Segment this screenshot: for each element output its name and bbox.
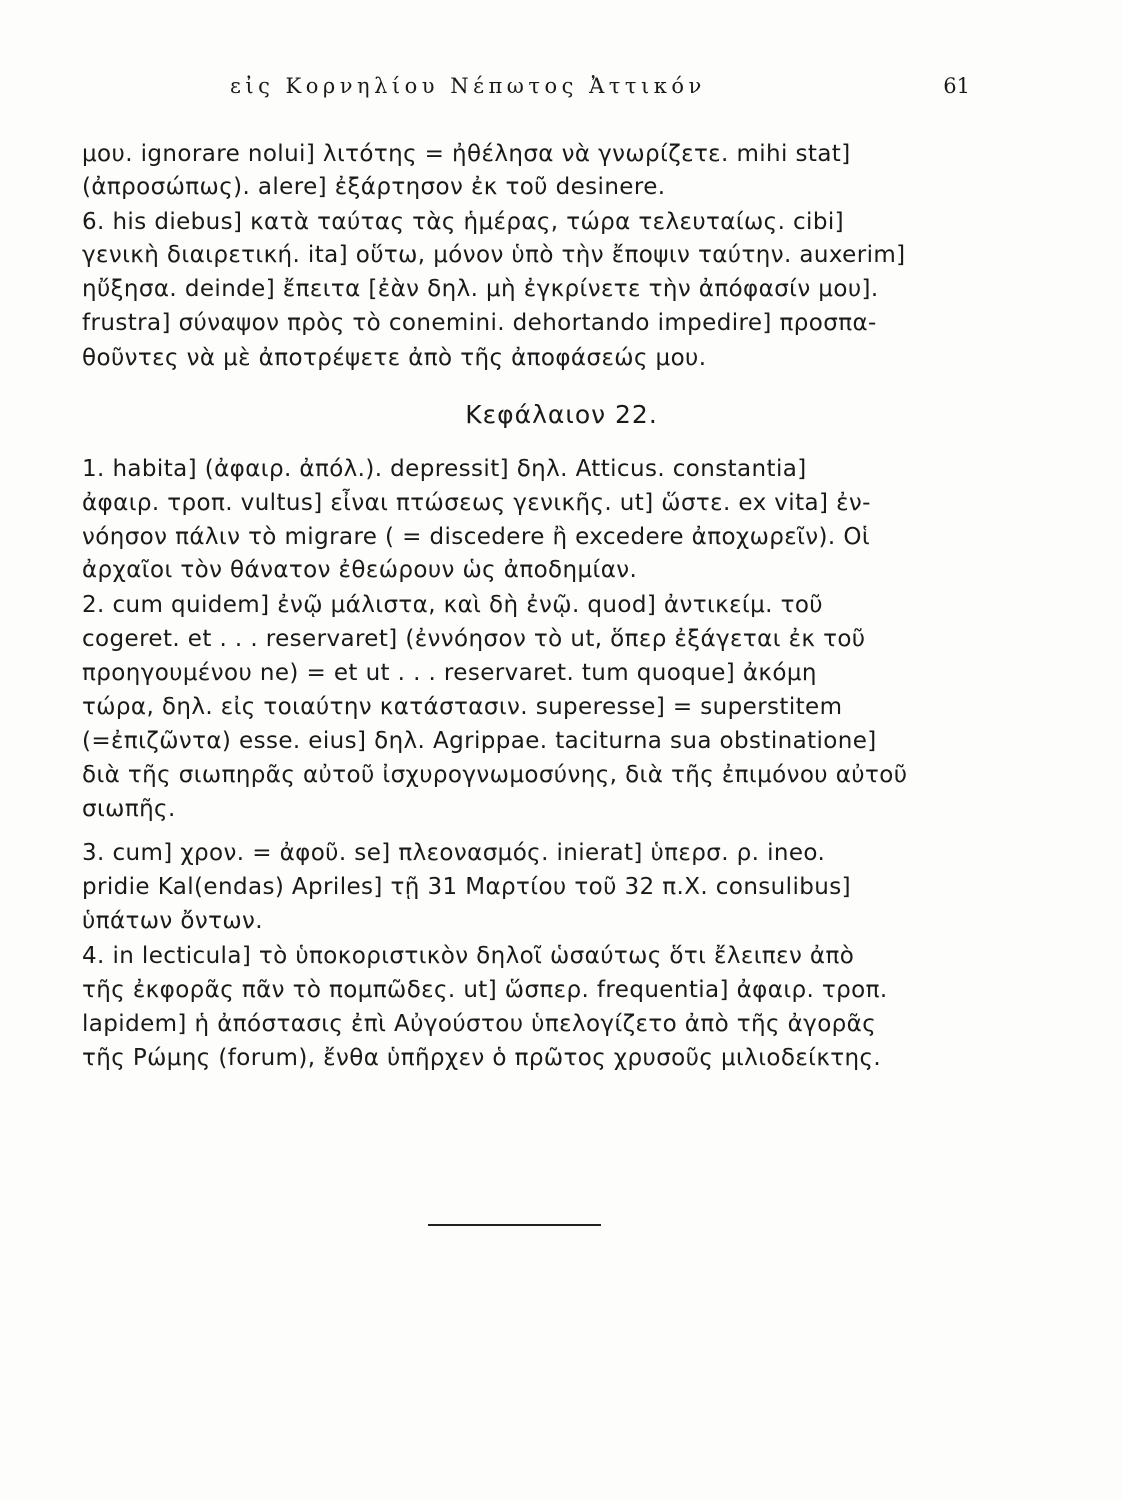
text-line: προηγουμένου ne) = et ut . . . reservaret. tum quoque] ἀκόμη bbox=[82, 660, 817, 686]
text-line: 3. cum] χρον. = ἀφοῦ. se] πλεονασμός. inierat] ὑπερσ. ρ. ineo. bbox=[82, 840, 826, 866]
text-line: μου. ignorare nolui] λιτότης = ἠθέλησα νὰ γνωρίζετε. mihi stat] bbox=[82, 141, 851, 167]
text-line: ὑπάτων ὄντων. bbox=[82, 908, 263, 934]
text-line: 6. his diebus] κατὰ ταύτας τὰς ἡμέρας, τώρα τελευταίως. cibi] bbox=[82, 209, 844, 235]
text-line: ἀφαιρ. τροπ. vultus] εἶναι πτώσεως γενικῆς. ut] ὥστε. ex vita] ἐν- bbox=[82, 490, 871, 516]
text-line: τῆς ἐκφορᾶς πᾶν τὸ πομπῶδες. ut] ὥσπερ. frequentia] ἀφαιρ. τροπ. bbox=[82, 977, 888, 1003]
text-line: pridie Kal(endas) Apriles] τῇ 31 Μαρτίου τοῦ 32 π.Χ. consulibus] bbox=[82, 874, 851, 900]
text-line: διὰ τῆς σιωπηρᾶς αὐτοῦ ἰσχυρογνωμοσύνης, διὰ τῆς ἐπιμόνου αὐτοῦ bbox=[82, 762, 908, 788]
running-head bbox=[230, 74, 970, 98]
text-line: θοῦντες νὰ μὲ ἀποτρέψετε ἀπὸ τῆς ἀποφάσεώς μου. bbox=[82, 345, 707, 371]
text-line: ἀρχαῖοι τὸν θάνατον ἐθεώρουν ὡς ἀποδημίαν. bbox=[82, 557, 638, 583]
running-head-title: εἰς Κορνηλίου Νέπωτος Ἀττικόν bbox=[230, 74, 706, 98]
text-line: τώρα, δηλ. εἰς τοιαύτην κατάστασιν. superesse] = superstitem bbox=[82, 694, 843, 720]
text-line: γενικὴ διαιρετική. ita] οὕτω, μόνον ὑπὸ τὴν ἔποψιν ταύτην. auxerim] bbox=[82, 242, 906, 268]
page-number: 61 bbox=[943, 74, 970, 98]
text-line: (=ἐπιζῶντα) esse. eius] δηλ. Agrippae. taciturna sua obstinatione] bbox=[82, 728, 877, 754]
text-line: 2. cum quidem] ἐνῷ μάλιστα, καὶ δὴ ἐνῷ. quod] ἀντικείμ. τοῦ bbox=[82, 592, 824, 618]
text-line: (ἀπροσώπως). alere] ἐξάρτησον ἐκ τοῦ desinere. bbox=[82, 174, 666, 200]
text-line: τῆς Ρώμης (forum), ἔνθα ὑπῆρχεν ὁ πρῶτος χρυσοῦς μιλιοδείκτης. bbox=[82, 1045, 882, 1071]
chapter-heading: Κεφάλαιον 22. bbox=[465, 400, 658, 429]
text-line: 1. habita] (ἀφαιρ. ἀπόλ.). depressit] δηλ. Atticus. constantia] bbox=[82, 456, 807, 482]
text-line: νόησον πάλιν τὸ migrare ( = discedere ἢ excedere ἀποχωρεῖν). Οἱ bbox=[82, 524, 871, 550]
text-line: 4. in lecticula] τὸ ὑποκοριστικὸν δηλοῖ ὡσαύτως ὅτι ἔλειπεν ἀπὸ bbox=[82, 943, 855, 969]
text-line: lapidem] ἡ ἀπόστασις ἐπὶ Αὐγούστου ὑπελογίζετο ἀπὸ τῆς ἀγορᾶς bbox=[82, 1011, 877, 1037]
text-line: σιωπῆς. bbox=[82, 796, 176, 822]
text-line: ηὔξησα. deinde] ἔπειτα [ἐὰν δηλ. μὴ ἐγκρίνετε τὴν ἀπόφασίν μου]. bbox=[82, 276, 879, 302]
text-line: cogeret. et . . . reservaret] (ἐννόησον τὸ ut, ὅπερ ἐξάγεται ἐκ τοῦ bbox=[82, 626, 866, 652]
end-rule bbox=[428, 1224, 601, 1226]
text-line: frustra] σύναψον πρὸς τὸ conemini. dehortando impedire] προσπα- bbox=[82, 310, 877, 336]
